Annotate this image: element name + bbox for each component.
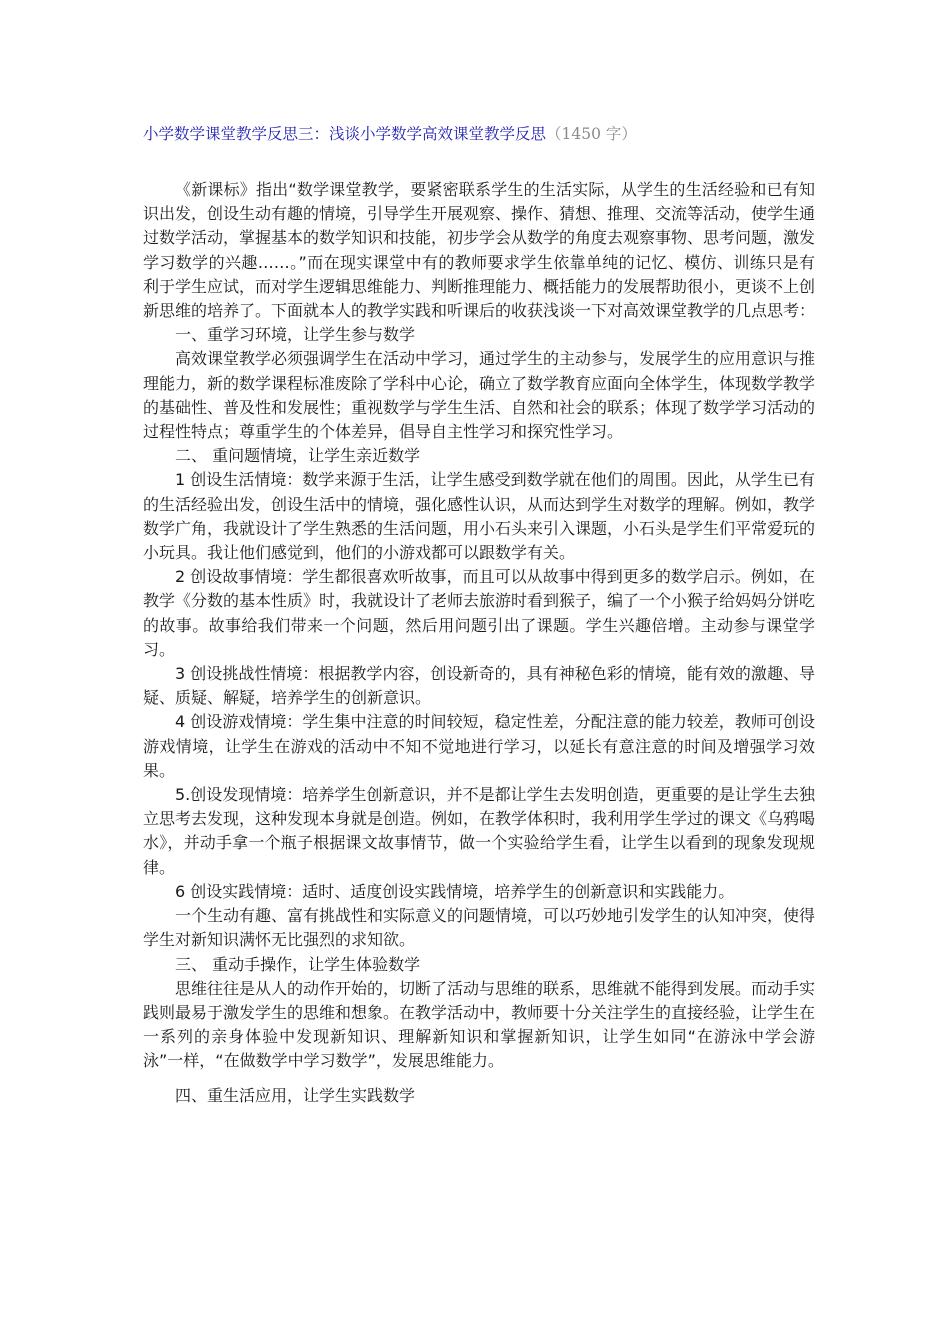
section-heading-2: 二、 重问题情境，让学生亲近数学 — [175, 446, 421, 466]
section-heading-1: 一、重学习环境，让学生参与数学 — [175, 325, 416, 345]
section-heading-3: 三、 重动手操作，让学生体验数学 — [175, 954, 421, 974]
paragraph-learning-environment: 高效课堂教学必须强调学生在活动中学习，通过学生的主动参与，发展学生的应用意识与推理能力，新的数学课程标准废除了学科中心论，确立了数学教育应面向全体学生，体现数学教学的基础性、普及性和发展性；重视数学与学生生活、自然和社会的联系；体现了数学学习活动的过程性特点；尊重学生的个体差异，倡导自主性学习和探究性学习。 — [143, 349, 816, 442]
paragraph-intro: 《新课标》指出“数学课堂教学，要紧密联系学生的生活实际，从学生的生活经验和已有知识出发，创设生动有趣的情境，引导学生开展观察、操作、猜想、推理、交流等活动，使学生通过数学活动，掌握基本的数学知识和技能，初步学会从数学的角度去观察事物、思考问题，激发学习数学的兴趣……。”而在现实课堂中有的教师要求学生依靠单纯的记忆、模仿、训练只是有利于学生应试，而对学生逻辑思维能力、判断推理能力、概括能力的发展帮助很小，更谈不上创新思维的培养了。下面就本人的教学实践和听课后的收获浅谈一下对高效课堂教学的几点思考： — [143, 180, 816, 321]
paragraph-challenge-situation: 3 创设挑战性情境：根据教学内容，创设新奇的，具有神秘色彩的情境，能有效的激趣、导疑、质疑、解疑，培养学生的创新意识。 — [143, 664, 815, 708]
paragraph-discovery-situation: 5.创设发现情境：培养学生创新意识，并不是都让学生去发明创造，更重要的是让学生去独立思考去发现，这种发现本身就是创造。例如，在教学体积时，我利用学生学过的课文《乌鸦喝水》，并动手拿一个瓶子根据课文故事情节，做一个实验给学生看，让学生以看到的现象发现规律。 — [143, 785, 816, 877]
paragraph-problem-situation-summary: 一个生动有趣、富有挑战性和实际意义的问题情境，可以巧妙地引发学生的认知冲突，使得学生对新知识满怀无比强烈的求知欲。 — [143, 906, 816, 950]
paragraph-life-situation: 1 创设生活情境：数学来源于生活，让学生感受到数学就在他们的周围。因此，从学生已有的生活经验出发，创设生活中的情境，强化感性认识，从而达到学生对数学的理解。例如，教学数学广角，我就设计了学生熟悉的生活问题，用小石头来引入课题，小石头是学生们平常爱玩的小玩具。我让他们感觉到，他们的小游戏都可以跟数学有关。 — [143, 470, 816, 563]
document-page — [143, 122, 815, 1108]
paragraph-hands-on: 思维往往是从人的动作开始的，切断了活动与思维的联系，思维就不能得到发展。而动手实践则最易于激发学生的思维和想象。在教学活动中，教师要十分关注学生的直接经验，让学生在一系列的亲身体验中发现新知识、理解新知识和掌握新知识，让学生如同“在游泳中学会游泳”一样，“在做数学中学习数学”，发展思维能力。 — [143, 978, 816, 1071]
document-title — [143, 122, 815, 146]
paragraph-practice-situation: 6 创设实践情境：适时、适度创设实践情境，培养学生的创新意识和实践能力。 — [175, 881, 735, 901]
paragraph-story-situation: 2 创设故事情境：学生都很喜欢听故事，而且可以从故事中得到更多的数学启示。例如，在教学《分数的基本性质》时，我就设计了老师去旅游时看到猴子，编了一个小猴子给妈妈分饼吃的故事。故事给我们带来一个问题，然后用问题引出了课题。学生兴趣倍增。主动参与课堂学习。 — [143, 567, 816, 659]
title-text: 小学数学课堂教学反思三：浅谈小学数学高效课堂教学反思 — [143, 125, 547, 143]
section-heading-4: 四、重生活应用，让学生实践数学 — [175, 1085, 416, 1105]
paragraph-game-situation: 4 创设游戏情境：学生集中注意的时间较短，稳定性差，分配注意的能力较差，教师可创设游戏情境，让学生在游戏的活动中不知不觉地进行学习，以延长有意注意的时间及增强学习效果。 — [143, 712, 815, 780]
word-count: （1450 字） — [546, 125, 637, 143]
